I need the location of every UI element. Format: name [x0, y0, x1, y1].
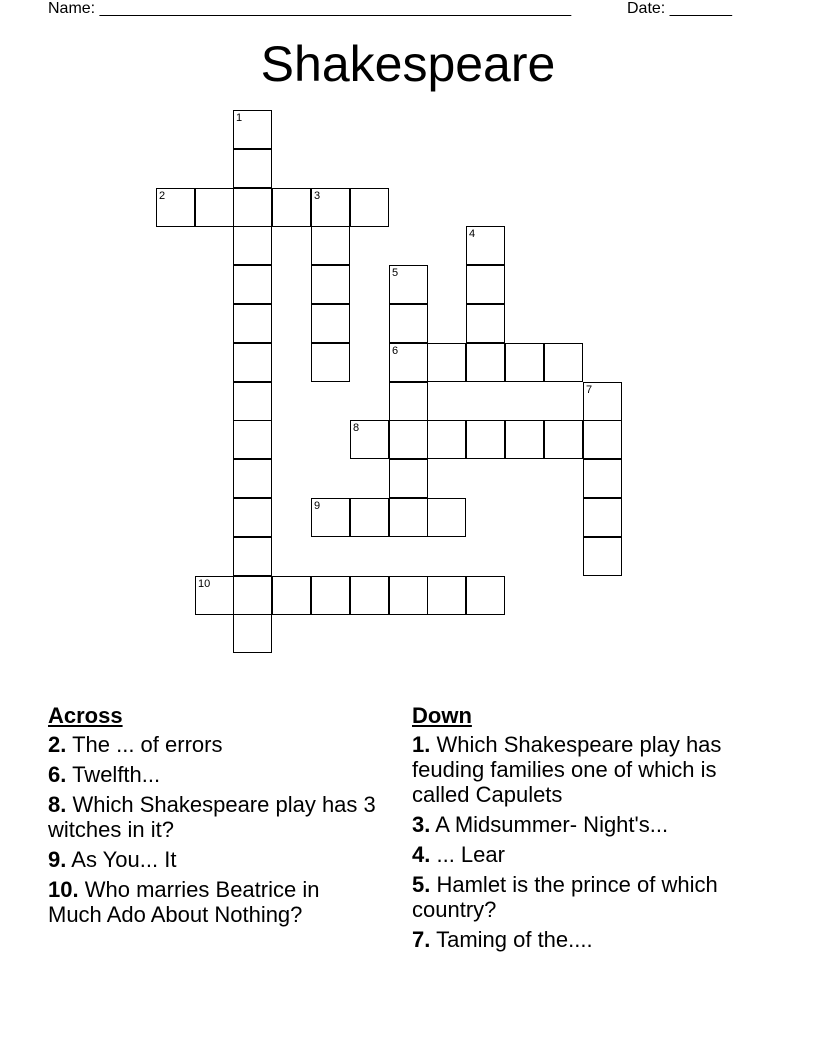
across-clues	[48, 703, 378, 932]
crossword-cell[interactable]	[311, 265, 350, 304]
down-clues	[412, 703, 742, 957]
crossword-cell[interactable]	[389, 498, 428, 537]
name-field-label: Name: _____________________________________________________	[48, 0, 572, 17]
clue-text: As You... It	[71, 847, 177, 872]
down-clue	[412, 872, 742, 922]
clue-number: 10.	[48, 877, 79, 902]
crossword-cell[interactable]	[311, 226, 350, 265]
clue-number: 2.	[48, 732, 67, 757]
cell-number: 10	[198, 578, 211, 590]
crossword-cell[interactable]	[233, 420, 272, 459]
crossword-cell[interactable]	[272, 576, 311, 615]
crossword-cell[interactable]	[544, 343, 583, 382]
clue-number: 9.	[48, 847, 67, 872]
crossword-cell[interactable]	[350, 498, 389, 537]
clue-number: 7.	[412, 927, 431, 952]
down-heading: Down	[412, 703, 472, 728]
cell-number: 9	[314, 500, 321, 512]
crossword-cell[interactable]	[427, 420, 466, 459]
across-clue	[48, 732, 378, 757]
crossword-cell[interactable]	[583, 459, 622, 498]
date-field-label: Date: _______	[627, 0, 732, 17]
crossword-cell[interactable]	[311, 576, 350, 615]
across-clue	[48, 792, 378, 842]
across-clue	[48, 847, 378, 872]
across-heading: Across	[48, 703, 123, 728]
crossword-cell[interactable]	[466, 576, 505, 615]
cell-number: 8	[353, 422, 360, 434]
clue-text: ... Lear	[436, 842, 505, 867]
cell-number: 3	[314, 190, 321, 202]
clue-text: Which Shakespeare play has 3 witches in it?	[48, 792, 376, 842]
crossword-cell[interactable]	[233, 343, 272, 382]
crossword-cell[interactable]	[350, 576, 389, 615]
crossword-cell[interactable]	[233, 265, 272, 304]
crossword-cell[interactable]	[233, 576, 272, 615]
crossword-cell[interactable]	[233, 614, 272, 653]
crossword-cell[interactable]	[311, 304, 350, 343]
clue-text: The ... of errors	[72, 732, 223, 757]
clue-text: Hamlet is the prince of which country?	[412, 872, 718, 922]
crossword-cell[interactable]	[389, 382, 428, 421]
crossword-cell[interactable]	[233, 226, 272, 265]
cell-number: 4	[469, 228, 476, 240]
clue-text: Who marries Beatrice in Much Ado About Nothing?	[48, 877, 320, 927]
crossword-cell[interactable]	[466, 420, 505, 459]
crossword-cell[interactable]	[311, 343, 350, 382]
crossword-cell[interactable]	[233, 459, 272, 498]
crossword-cell[interactable]	[233, 304, 272, 343]
crossword-cell[interactable]	[233, 149, 272, 188]
cell-number: 2	[159, 190, 166, 202]
crossword-cell[interactable]	[427, 343, 466, 382]
down-clue	[412, 842, 742, 867]
clue-text: Taming of the....	[436, 927, 593, 952]
crossword-cell[interactable]	[233, 537, 272, 576]
crossword-cell[interactable]	[195, 188, 234, 227]
clue-number: 4.	[412, 842, 431, 867]
clue-number: 8.	[48, 792, 67, 817]
crossword-cell[interactable]	[233, 188, 272, 227]
crossword-cell[interactable]	[233, 382, 272, 421]
clue-number: 3.	[412, 812, 431, 837]
cell-number: 1	[236, 112, 243, 124]
crossword-cell[interactable]	[544, 420, 583, 459]
crossword-cell[interactable]	[505, 420, 544, 459]
cell-number: 7	[586, 384, 593, 396]
clue-number: 1.	[412, 732, 431, 757]
down-clue	[412, 732, 742, 807]
cell-number: 5	[392, 267, 399, 279]
crossword-cell[interactable]	[583, 420, 622, 459]
crossword-cell[interactable]	[505, 343, 544, 382]
clue-text: Which Shakespeare play has feuding families one of which is called Capulets	[412, 732, 722, 807]
crossword-cell[interactable]	[466, 304, 505, 343]
across-clue	[48, 877, 378, 927]
across-clue	[48, 762, 378, 787]
crossword-cell[interactable]	[389, 576, 428, 615]
crossword-cell[interactable]	[583, 498, 622, 537]
crossword-cell[interactable]	[427, 576, 466, 615]
crossword-cell[interactable]	[389, 459, 428, 498]
crossword-cell[interactable]	[466, 343, 505, 382]
crossword-cell[interactable]	[350, 188, 389, 227]
crossword-cell[interactable]	[389, 420, 428, 459]
cell-number: 6	[392, 345, 399, 357]
crossword-cell[interactable]	[272, 188, 311, 227]
page-title: Shakespeare	[260, 36, 556, 92]
down-clue	[412, 927, 742, 952]
clue-number: 6.	[48, 762, 67, 787]
crossword-cell[interactable]	[389, 304, 428, 343]
crossword-cell[interactable]	[427, 498, 466, 537]
down-clue	[412, 812, 742, 837]
crossword-cell[interactable]	[466, 265, 505, 304]
crossword-cell[interactable]	[233, 498, 272, 537]
clue-text: Twelfth...	[72, 762, 161, 787]
crossword-cell[interactable]	[583, 537, 622, 576]
clue-text: A Midsummer- Night's...	[435, 812, 669, 837]
clue-number: 5.	[412, 872, 431, 897]
